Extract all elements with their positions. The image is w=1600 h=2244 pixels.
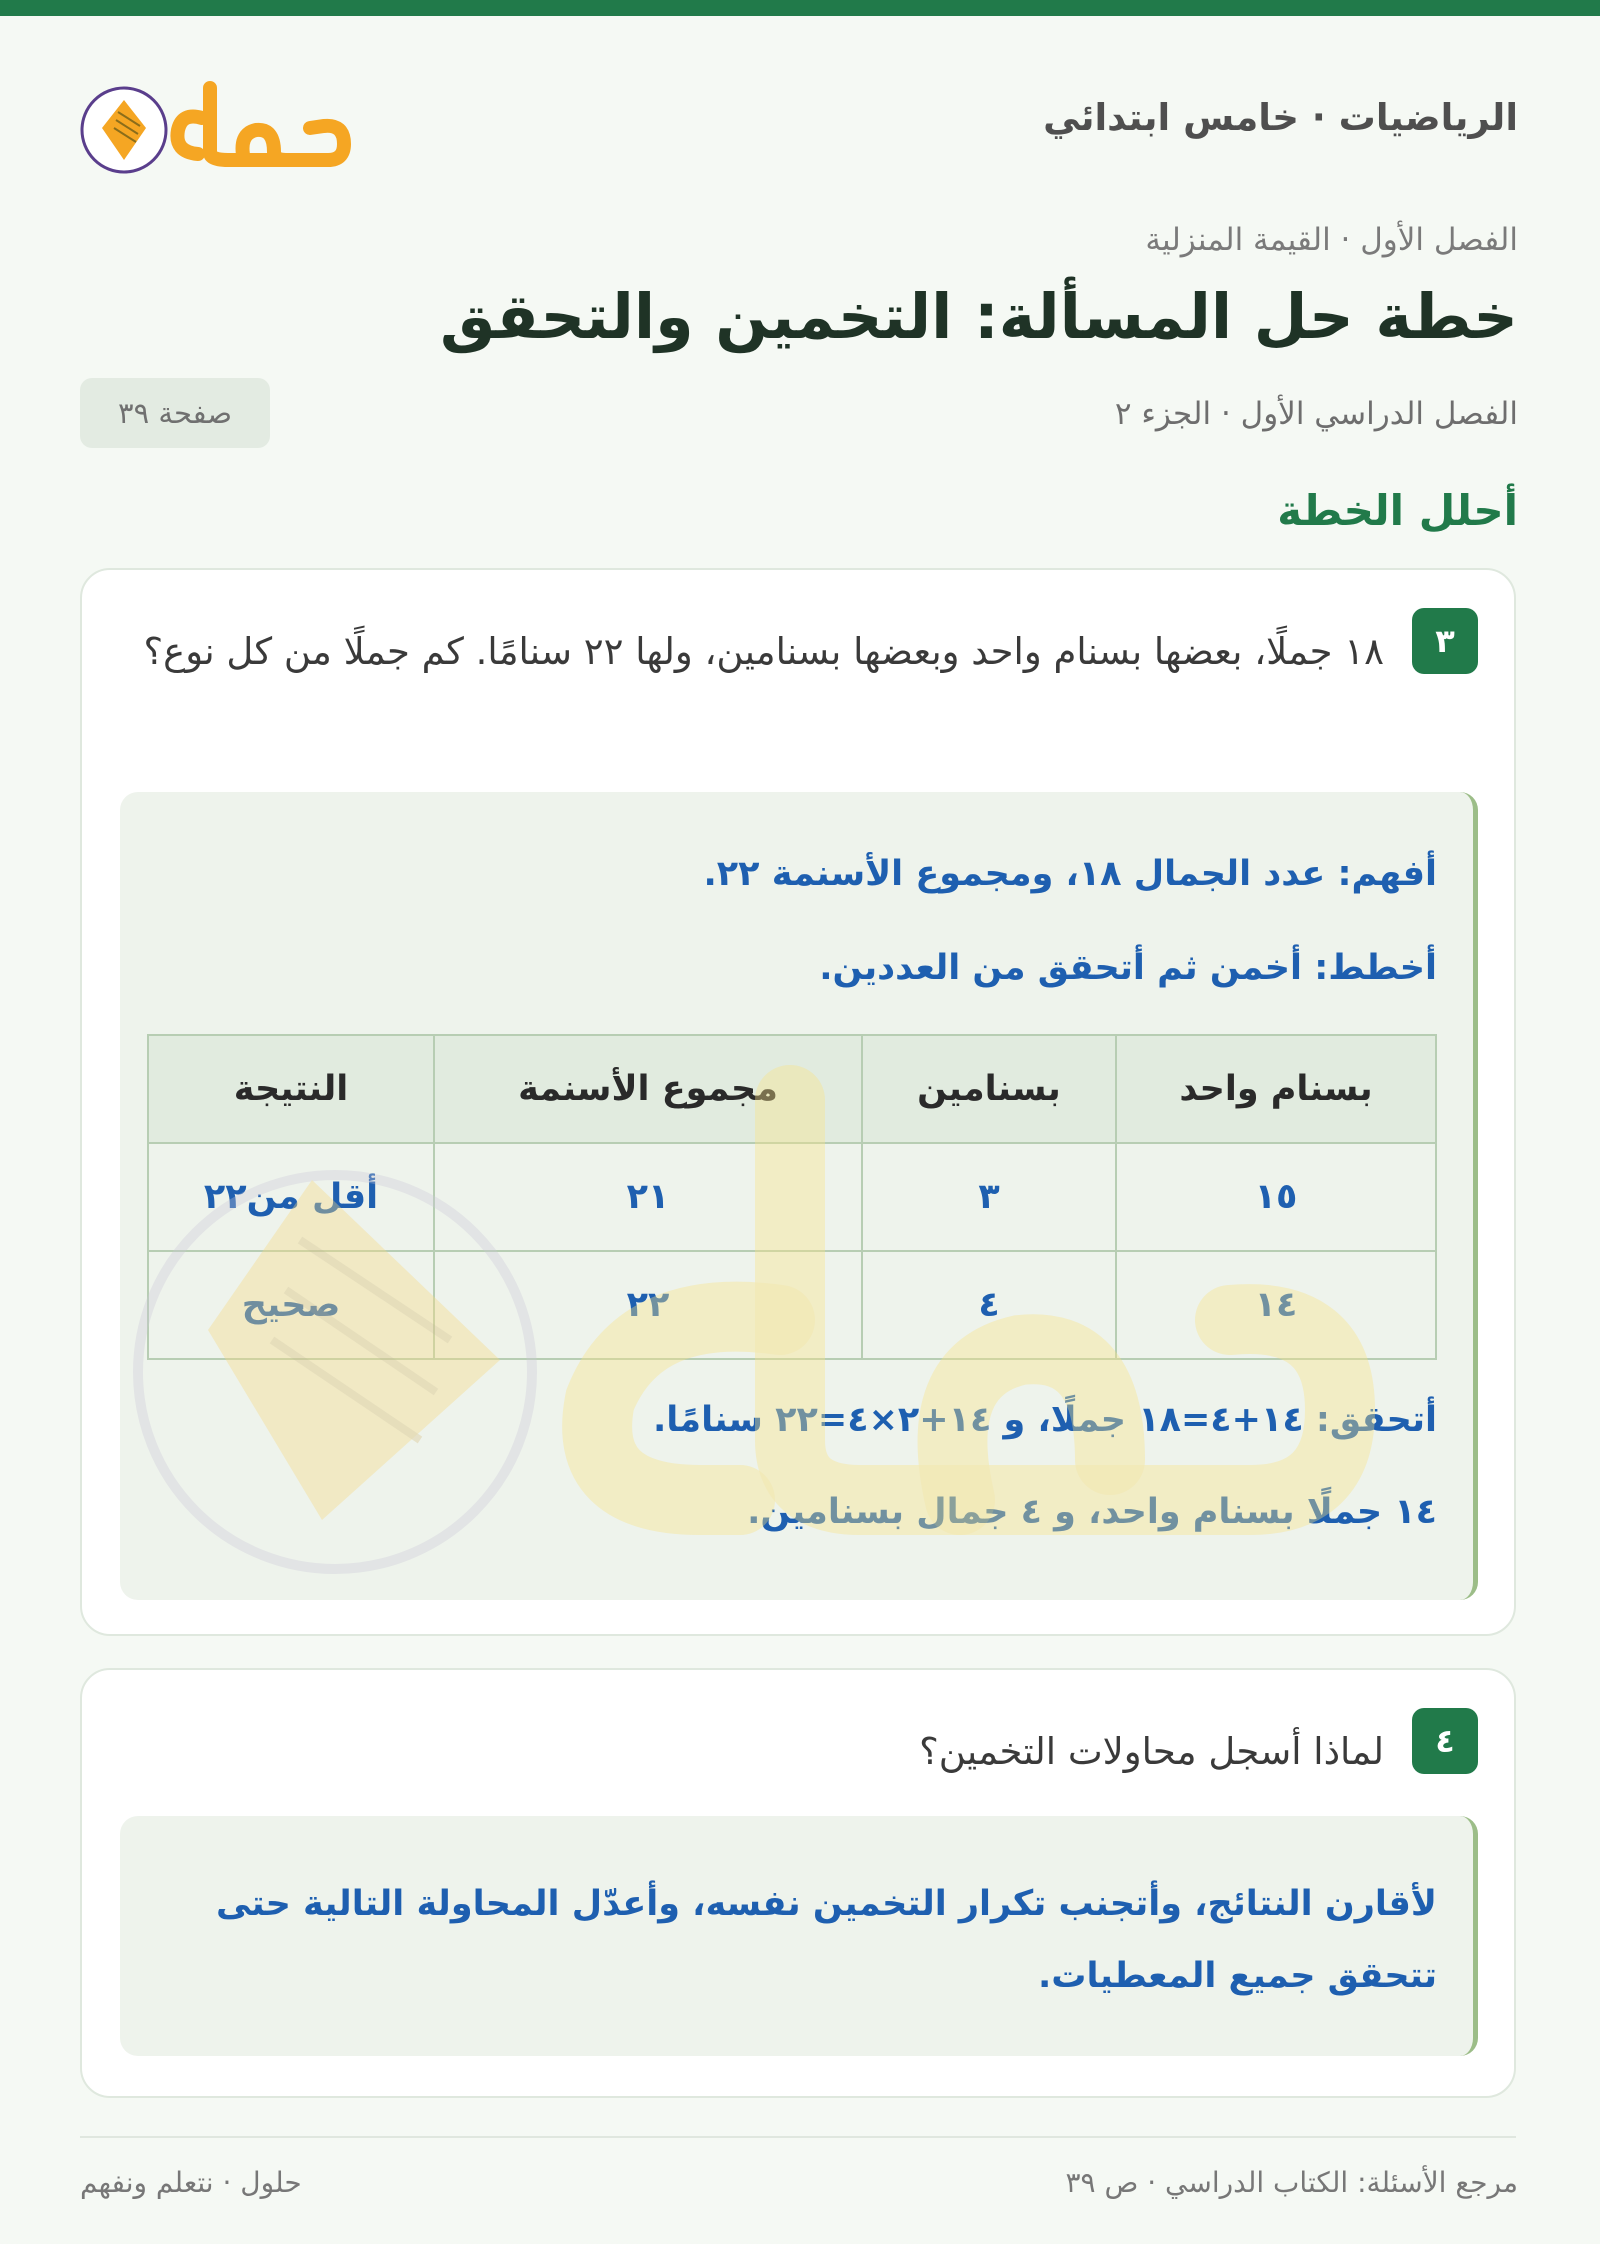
page-number-badge: صفحة ٣٩ (80, 378, 270, 448)
table-row (148, 1251, 1436, 1359)
question-number-badge: ٣ (1412, 608, 1478, 674)
question-number-badge: ٤ (1412, 1708, 1478, 1774)
guess-check-table (147, 1034, 1437, 1360)
footer-reference: مرجع الأسئلة: الكتاب الدراسي · ص ٣٩ (1065, 2166, 1518, 2199)
understand-step: أفهم: عدد الجمال ١٨، ومجموع الأسنمة ٢٢. (703, 854, 1437, 894)
table-cell: ٢١ (434, 1143, 862, 1251)
table-cell: أقل من٢٢ (148, 1143, 434, 1251)
table-header-cell: النتيجة (148, 1035, 434, 1143)
table-cell: ٣ (862, 1143, 1116, 1251)
footer-brand: حلول · نتعلم ونفهم (80, 2166, 302, 2199)
question-text: ١٨ جملًا، بعضها بسنام واحد وبعضها بسنامين، ولها ٢٢ سنامًا. كم جملًا من كل نوع؟ (143, 630, 1384, 673)
answer-box (120, 792, 1478, 1600)
table-cell: ٤ (862, 1251, 1116, 1359)
term-label: الفصل الدراسي الأول · الجزء ٢ (1114, 396, 1518, 432)
breadcrumb: الفصل الأول · القيمة المنزلية (1145, 222, 1518, 258)
table-header-cell: بسنام واحد (1116, 1035, 1436, 1143)
subject-grade: الرياضيات · خامس ابتدائي (1043, 96, 1518, 139)
answer-text: لأقارن النتائج، وأتجنب تكرار التخمين نفسه، وأعدّل المحاولة التالية حتى تتحقق جميع المعطيات. (215, 1884, 1437, 1996)
question-card-4 (80, 1668, 1516, 2098)
conclusion-line: ١٤ جملًا بسنام واحد، و ٤ جمال بسنامين. (747, 1492, 1437, 1532)
table-header-cell: بسنامين (862, 1035, 1116, 1143)
question-card-3 (80, 568, 1516, 1636)
section-heading: أحلل الخطة (1277, 486, 1518, 535)
page-title: خطة حل المسألة: التخمين والتحقق (440, 280, 1518, 353)
table-cell: ٢٢ (434, 1251, 862, 1359)
hulul-logo (78, 64, 358, 184)
answer-box (120, 1816, 1478, 2056)
plan-step: أخطط: أخمن ثم أتحقق من العددين. (819, 948, 1437, 988)
table-cell: ١٤ (1116, 1251, 1436, 1359)
check-step: أتحقق: ١٤+٤=١٨ جملًا، و ١٤+٢×٤=٢٢ سنامًا. (652, 1400, 1437, 1440)
table-cell: ١٥ (1116, 1143, 1436, 1251)
table-cell: صحيح (148, 1251, 434, 1359)
top-accent-bar (0, 0, 1600, 16)
question-text: لماذا أسجل محاولات التخمين؟ (919, 1730, 1384, 1773)
table-header-cell: مجموع الأسنمة (434, 1035, 862, 1143)
table-header-row (148, 1035, 1436, 1143)
table-row (148, 1143, 1436, 1251)
footer-divider (80, 2136, 1516, 2138)
